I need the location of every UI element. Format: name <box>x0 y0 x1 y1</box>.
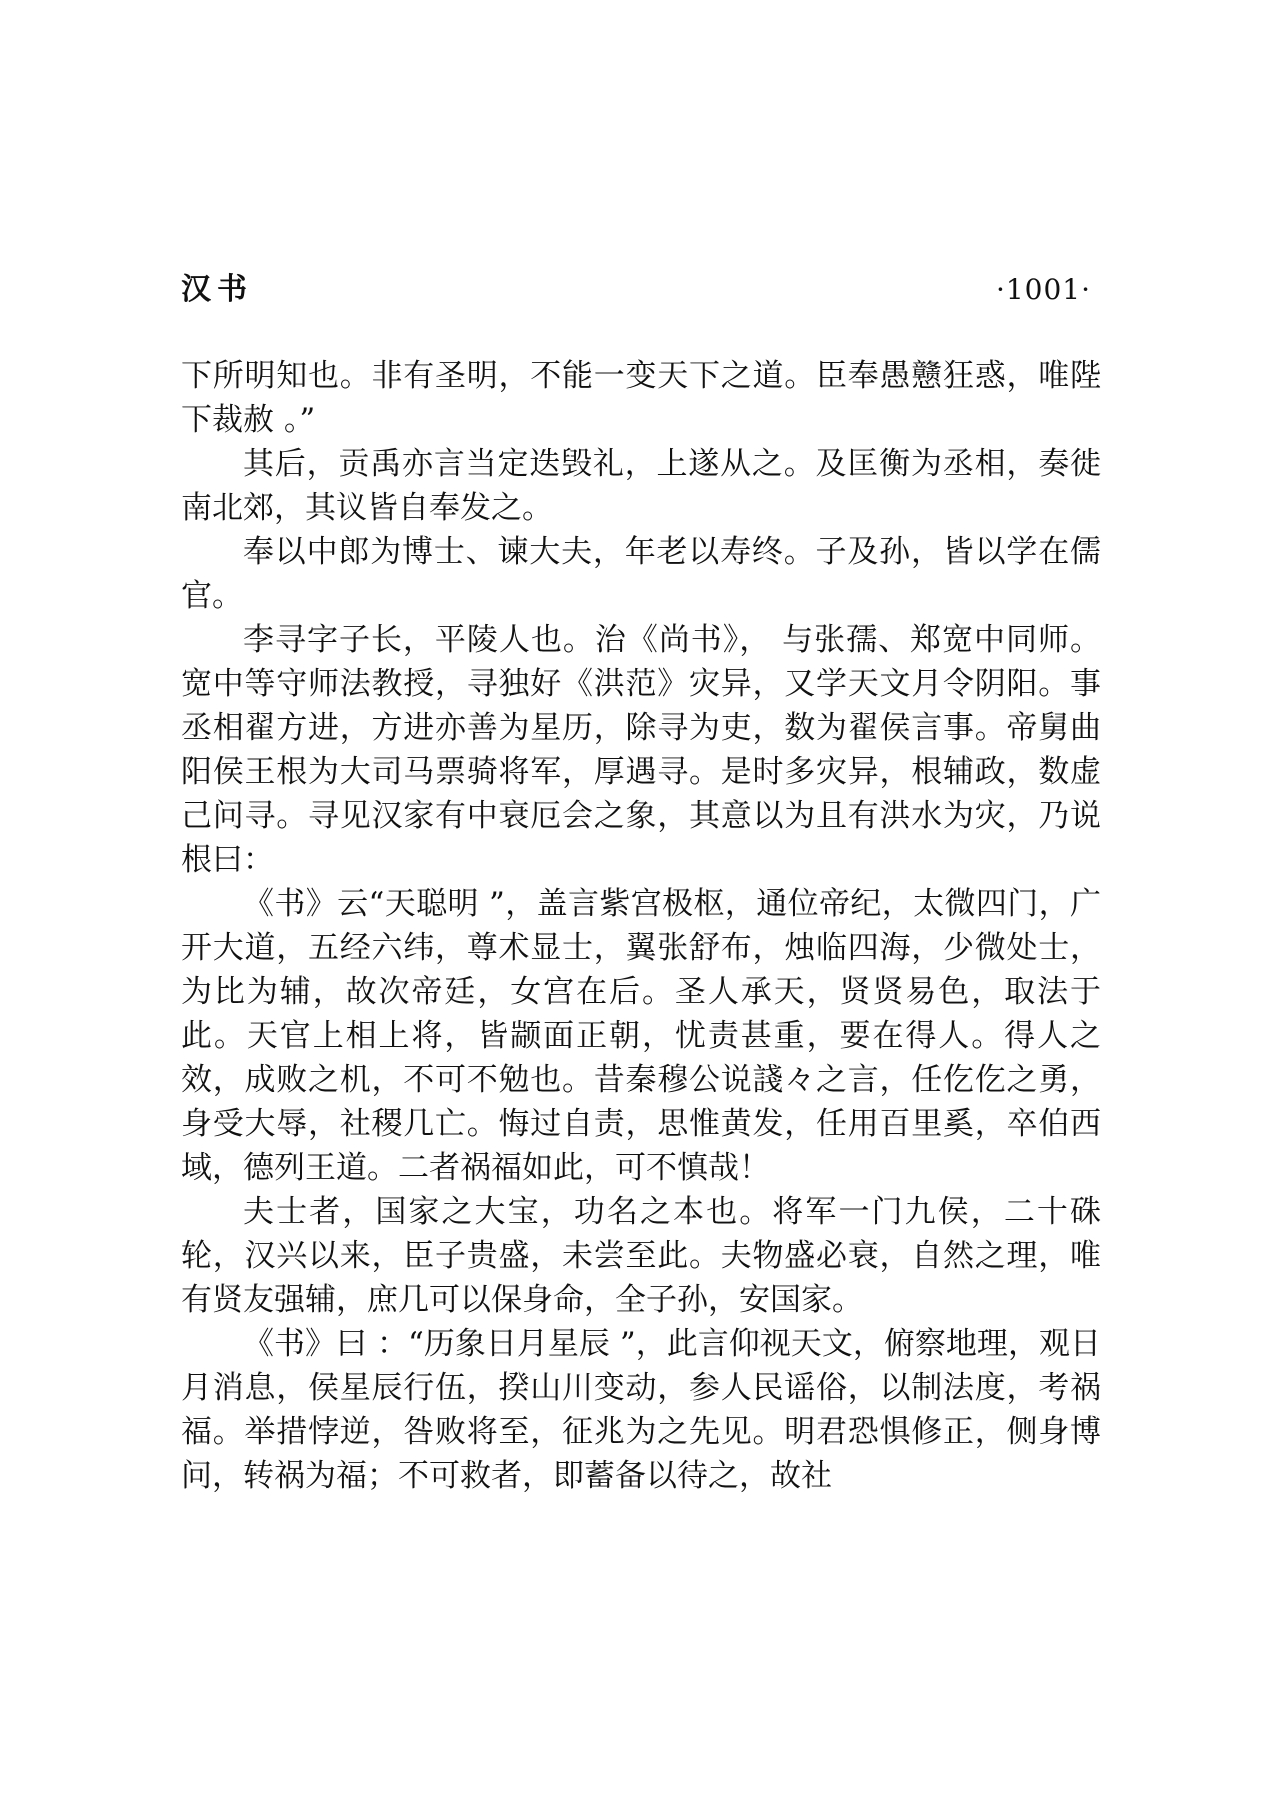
paragraph: 其后，贡禹亦言当定迭毁礼，上遂从之。及匡衡为丞相，奏徙南北郊，其议皆自奉发之。 <box>181 446 1101 526</box>
page-number: ·1001· <box>995 273 1091 306</box>
page-header <box>181 268 1091 312</box>
paragraph: 奉以中郎为博士、谏大夫，年老以寿终。子及孙，皆以学在儒官。 <box>181 534 1101 614</box>
paragraph: 《书》曰 ：“历象日月星辰 ”，此言仰视天文，俯察地理，观日月消息，侯星辰行伍，揆山川变动，参人民谣俗，以制法度，考祸福。举措悖逆，咎败将至，征兆为之先见。明君恐惧修正，侧身博问，转祸为福；不可救者，即蓄备以待之，故社 <box>181 1326 1101 1494</box>
paragraph: 李寻字子长，平陵人也。治《尚书》， 与张孺、郑宽中同师。宽中等守师法教授，寻独好《洪范》灾异，又学天文月令阴阳。事丞相翟方进，方进亦善为星历，除寻为吏，数为翟侯言事。帝舅曲阳侯王根为大司马票骑将军，厚遇寻。是时多灾异，根辅政，数虚己问寻。寻见汉家有中衰厄会之象，其意以为且有洪水为灾，乃说根曰： <box>181 622 1101 878</box>
paragraph: 《书》云“天聪明 ”，盖言紫宫极枢，通位帝纪，太微四门，广开大道，五经六纬，尊术显士，翼张舒布，烛临四海，少微处士，为比为辅，故次帝廷，女宫在后。圣人承天，贤贤易色，取法于此。天官上相上将，皆颛面正朝，忧责甚重，要在得人。得人之效，成败之机，不可不勉也。昔秦穆公说諓々之言，任仡仡之勇，身受大辱，社稷几亡。悔过自责，思惟黄发，任用百里奚，卒伯西域，德列王道。二者祸福如此，可不慎哉！ <box>181 886 1101 1186</box>
body-text <box>181 354 1101 1498</box>
running-title: 汉书 <box>181 272 253 307</box>
paragraph: 夫士者，国家之大宝，功名之本也。将军一门九侯，二十硃轮，汉兴以来，臣子贵盛，未尝至此。夫物盛必衰，自然之理，唯有贤友强辅，庶几可以保身命，全子孙，安国家。 <box>181 1194 1101 1318</box>
paragraph: 下所明知也。非有圣明，不能一变天下之道。臣奉愚戆狂惑，唯陛下裁赦 。” <box>181 358 1101 438</box>
